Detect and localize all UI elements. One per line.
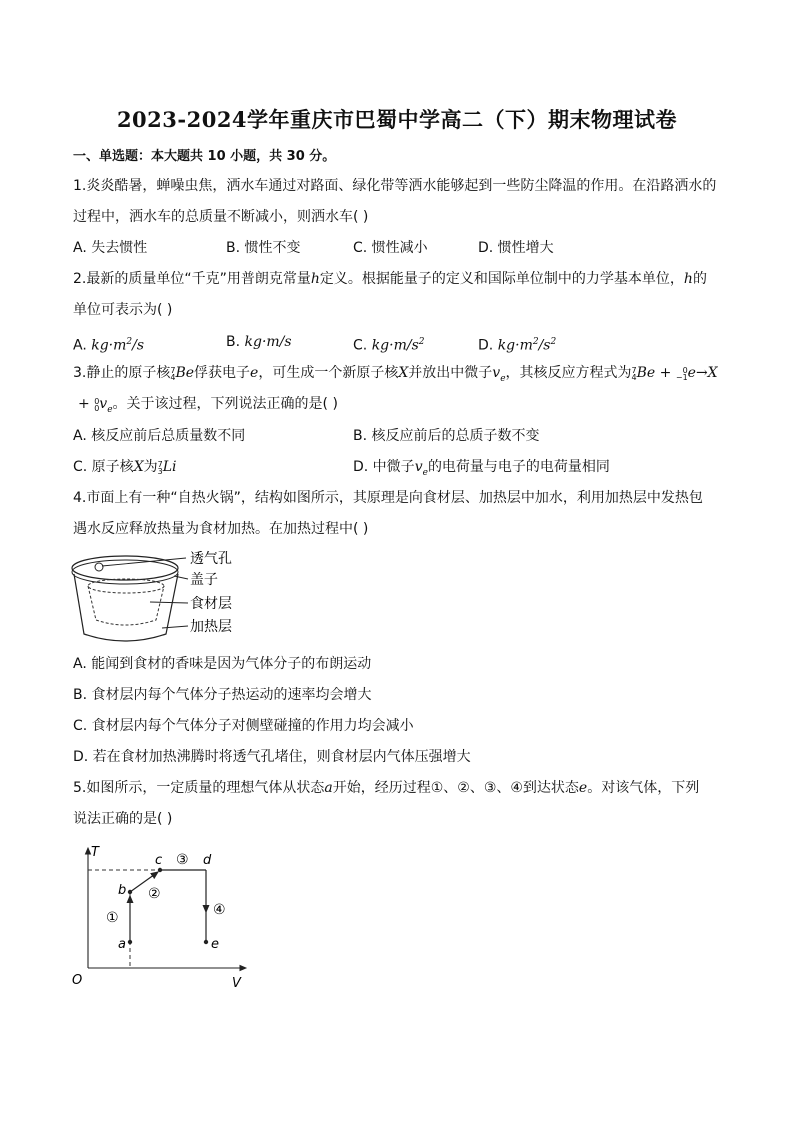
label-vent: 透气孔 [190, 551, 232, 567]
q2-text-line2: 单位可表示为( ) [73, 302, 173, 318]
q5-text-line2: 说法正确的是( ) [73, 811, 173, 827]
q3-option-b: B. 核反应前后的总质子数不变 [353, 428, 540, 444]
section-heading: 一、单选题：本大题共 10 小题，共 30 分。 [73, 149, 336, 164]
svg-text:d: d [203, 853, 212, 868]
axis-label-v: V [232, 976, 241, 991]
hotpot-diagram [70, 548, 260, 648]
inner-bowl [88, 586, 164, 625]
q3-option-a: A. 核反应前后总质量数不同 [73, 428, 246, 444]
point-e [204, 940, 208, 944]
svg-text:b: b [118, 883, 127, 898]
origin-label: O [72, 973, 83, 988]
page-title: 2023-2024学年重庆市巴蜀中学高二（下）期末物理试卷 [116, 107, 678, 132]
q1-option-a: A. 失去惯性 [73, 240, 148, 256]
q3-text-line2: + 0 $0v_e$。关于该过程，下列说法正确的是( ) [78, 396, 338, 415]
point-a [128, 940, 132, 944]
step-label-4: ④ [213, 902, 226, 918]
q4-option-b: B. 食材层内每个气体分子热运动的速率均会增大 [73, 687, 372, 703]
svg-text:e: e [211, 937, 219, 952]
label-food-layer: 食材层 [190, 596, 232, 612]
q3-option-c: C. 原子核X为7 3Li [73, 459, 177, 476]
label-heating-layer: 加热层 [190, 619, 232, 635]
q2-symbol-h: h [310, 271, 320, 287]
q2-option-a: A. $kg\cdot m^2/s$ [73, 337, 145, 354]
q4-option-d: D. 若在食材加热沸腾时将透气孔堵住，则食材层内气体压强增大 [73, 749, 471, 765]
axis-label-t: T [91, 845, 99, 860]
step-label-1: ① [106, 910, 119, 926]
vent-hole [95, 563, 103, 571]
q2-option-b: B. kg·m/s [226, 334, 292, 350]
q1-option-d: D. 惯性增大 [478, 240, 554, 256]
point-c [158, 868, 162, 872]
q2-option-d: D. $kg\cdot m^2/s^2$ [478, 337, 557, 354]
q1-option-b: B. 惯性不变 [226, 240, 301, 256]
q4-option-c: C. 食材层内每个气体分子对侧壁碰撞的作用力均会减小 [73, 718, 414, 734]
svg-text:c: c [155, 853, 163, 868]
q3-option-d: D. 中微子$v_e$的电荷量与电子的电荷量相同 [353, 459, 610, 478]
q1-text-line2: 过程中，洒水车的总质量不断减小，则洒水车( ) [73, 209, 369, 225]
point-b [128, 890, 132, 894]
label-lid: 盖子 [190, 572, 218, 588]
q5-text-line1: 5.如图所示，一定质量的理想气体从状态a开始，经历过程①、②、③、④到达状态e。对该气体，下列 [73, 780, 700, 796]
q3-text-line1: 3.静止的原子核7 4Be俘获电子e，可生成一个新原子核X并放出中微子$v_e$，其核反应方程式为7 4Be + 0 −1e→X [73, 365, 718, 384]
tv-diagram [66, 842, 256, 992]
q1-option-c: C. 惯性减小 [353, 240, 428, 256]
q4-text-line1: 4.市面上有一种“自热火锅”，结构如图所示，其原理是向食材层、加热层中加水，利用加热层中发热包 [73, 490, 703, 506]
step-label-2: ② [148, 886, 161, 902]
svg-text:a: a [118, 937, 126, 952]
q4-option-a: A. 能闻到食材的香味是因为气体分子的布朗运动 [73, 656, 372, 672]
step-label-3: ③ [176, 852, 189, 868]
q2-option-c: C. $kg\cdot m/s^2$ [353, 337, 425, 354]
q4-text-line2: 遇水反应释放热量为食材加热。在加热过程中( ) [73, 521, 369, 537]
q2-text-line1: 2.最新的质量单位“千克”用普朗克常量h定义。根据能量子的定义和国际单位制中的力学基本单位，h的 [73, 271, 707, 287]
q1-text-line1: 1.炎炎酷暑，蝉噪虫焦，洒水车通过对路面、绿化带等洒水能够起到一些防尘降温的作用。在沿路洒水的 [73, 178, 717, 194]
